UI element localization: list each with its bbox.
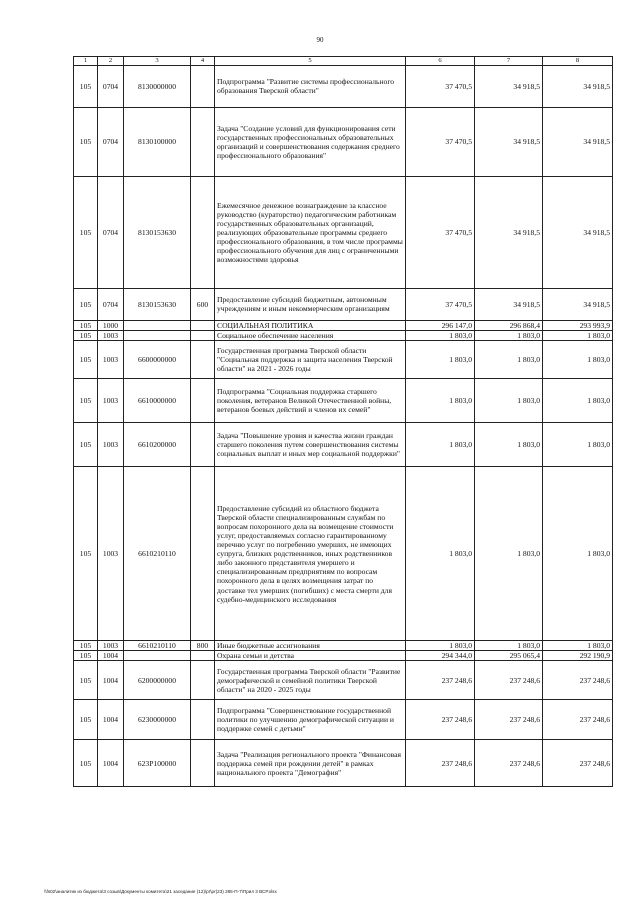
header-cell: 8 xyxy=(543,57,613,66)
description-cell: Ежемесячное денежное вознаграждение за классное руководство (кураторство) педагогическим работникам государственных образовательных организаций, реализующих образовательные программы среднего профессионального образования, в том числе программы профессионального обучения для лиц с ограниченными возможностями здоровья xyxy=(215,176,406,288)
admin-code-cell: 105 xyxy=(74,700,98,740)
expense-type-cell xyxy=(191,176,215,288)
expense-type-cell xyxy=(191,651,215,661)
amount-2024-cell: 1 803,0 xyxy=(475,641,543,651)
expense-type-cell: 800 xyxy=(191,641,215,651)
table-row xyxy=(74,641,613,651)
admin-code-cell: 105 xyxy=(74,379,98,423)
amount-2023-cell: 237 248,6 xyxy=(406,740,475,787)
section-code-cell: 1003 xyxy=(98,341,124,379)
amount-2023-cell: 37 470,5 xyxy=(406,65,475,107)
amount-2023-cell: 37 470,5 xyxy=(406,288,475,320)
target-article-cell: 6610210110 xyxy=(124,641,191,651)
description-cell: Государственная программа Тверской области "Социальная поддержка и защита населения Тверской области" на 2021 - 2026 годы xyxy=(215,341,406,379)
table-row xyxy=(74,700,613,740)
expense-type-cell xyxy=(191,107,215,176)
amount-2024-cell: 296 868,4 xyxy=(475,320,543,330)
section-code-cell: 1004 xyxy=(98,661,124,700)
expense-type-cell xyxy=(191,740,215,787)
amount-2025-cell: 34 918,5 xyxy=(543,65,613,107)
section-code-cell: 1004 xyxy=(98,651,124,661)
description-cell: Подпрограмма "Совершенствование государственной политики по улучшению демографической ситуации и поддержке семей с детьми" xyxy=(215,700,406,740)
amount-2023-cell: 1 803,0 xyxy=(406,467,475,641)
target-article-cell: 8130100000 xyxy=(124,107,191,176)
section-code-cell: 1003 xyxy=(98,641,124,651)
target-article-cell: 6610200000 xyxy=(124,423,191,467)
table-row xyxy=(74,107,613,176)
amount-2024-cell: 1 803,0 xyxy=(475,341,543,379)
table-row xyxy=(74,176,613,288)
admin-code-cell: 105 xyxy=(74,107,98,176)
table-row xyxy=(74,320,613,330)
table-row xyxy=(74,740,613,787)
target-article-cell: 8130153630 xyxy=(124,176,191,288)
description-cell: СОЦИАЛЬНАЯ ПОЛИТИКА xyxy=(215,320,406,330)
amount-2024-cell: 1 803,0 xyxy=(475,379,543,423)
admin-code-cell: 105 xyxy=(74,423,98,467)
column-number-header-row xyxy=(74,57,613,66)
amount-2025-cell: 237 248,6 xyxy=(543,661,613,700)
amount-2025-cell: 1 803,0 xyxy=(543,467,613,641)
description-cell: Предоставление субсидий из областного бюджета Тверской области специализированным службам по вопросам похоронного дела на возмещение стоимости услуг, предоставляемых согласно гарантированному перечню услуг по погребению умерших, не имеющих супруга, близких родственников, иных родственников либо законного представителя умершего и специализированным предприятиям по вопросам похоронного дела в целях возмещения затрат по доставке тел умерших (погибших) с места смерти для судебно-медицинского исследования xyxy=(215,467,406,641)
amount-2023-cell: 1 803,0 xyxy=(406,341,475,379)
amount-2023-cell: 296 147,0 xyxy=(406,320,475,330)
section-code-cell: 1003 xyxy=(98,423,124,467)
admin-code-cell: 105 xyxy=(74,661,98,700)
amount-2025-cell: 1 803,0 xyxy=(543,331,613,341)
amount-2025-cell: 1 803,0 xyxy=(543,423,613,467)
admin-code-cell: 105 xyxy=(74,641,98,651)
target-article-cell: 8130153630 xyxy=(124,288,191,320)
description-cell: Охрана семьи и детства xyxy=(215,651,406,661)
section-code-cell: 1004 xyxy=(98,740,124,787)
header-cell: 6 xyxy=(406,57,475,66)
amount-2025-cell: 1 803,0 xyxy=(543,641,613,651)
amount-2024-cell: 237 248,6 xyxy=(475,661,543,700)
expense-type-cell xyxy=(191,423,215,467)
table-row xyxy=(74,341,613,379)
admin-code-cell: 105 xyxy=(74,341,98,379)
amount-2023-cell: 1 803,0 xyxy=(406,641,475,651)
target-article-cell: 6230000000 xyxy=(124,700,191,740)
amount-2024-cell: 295 065,4 xyxy=(475,651,543,661)
target-article-cell xyxy=(124,331,191,341)
table-row xyxy=(74,379,613,423)
admin-code-cell: 105 xyxy=(74,288,98,320)
admin-code-cell: 105 xyxy=(74,176,98,288)
admin-code-cell: 105 xyxy=(74,467,98,641)
target-article-cell: 6610000000 xyxy=(124,379,191,423)
admin-code-cell: 105 xyxy=(74,651,98,661)
amount-2023-cell: 237 248,6 xyxy=(406,700,475,740)
section-code-cell: 1003 xyxy=(98,331,124,341)
expense-type-cell xyxy=(191,341,215,379)
amount-2024-cell: 237 248,6 xyxy=(475,740,543,787)
header-cell: 7 xyxy=(475,57,543,66)
amount-2024-cell: 34 918,5 xyxy=(475,288,543,320)
section-code-cell: 1004 xyxy=(98,700,124,740)
target-article-cell: 623P100000 xyxy=(124,740,191,787)
amount-2023-cell: 237 248,6 xyxy=(406,661,475,700)
table-row xyxy=(74,65,613,107)
section-code-cell: 0704 xyxy=(98,65,124,107)
amount-2023-cell: 1 803,0 xyxy=(406,331,475,341)
target-article-cell: 6610210110 xyxy=(124,467,191,641)
amount-2025-cell: 292 190,9 xyxy=(543,651,613,661)
description-cell: Социальное обеспечение населения xyxy=(215,331,406,341)
section-code-cell: 0704 xyxy=(98,107,124,176)
amount-2024-cell: 1 803,0 xyxy=(475,331,543,341)
amount-2025-cell: 293 993,9 xyxy=(543,320,613,330)
admin-code-cell: 105 xyxy=(74,740,98,787)
target-article-cell: 8130000000 xyxy=(124,65,191,107)
amount-2023-cell: 294 344,0 xyxy=(406,651,475,661)
table-row xyxy=(74,331,613,341)
header-cell: 5 xyxy=(215,57,406,66)
amount-2025-cell: 34 918,5 xyxy=(543,107,613,176)
description-cell: Государственная программа Тверской области "Развитие демографической и семейной политики Тверской области" на 2020 - 2025 годы xyxy=(215,661,406,700)
description-cell: Иные бюджетные ассигнования xyxy=(215,641,406,651)
admin-code-cell: 105 xyxy=(74,65,98,107)
target-article-cell xyxy=(124,320,191,330)
header-cell: 1 xyxy=(74,57,98,66)
header-cell: 2 xyxy=(98,57,124,66)
description-cell: Подпрограмма "Развитие системы профессионального образования Тверской области" xyxy=(215,65,406,107)
section-code-cell: 1003 xyxy=(98,379,124,423)
amount-2024-cell: 237 248,6 xyxy=(475,700,543,740)
table-row xyxy=(74,467,613,641)
target-article-cell xyxy=(124,651,191,661)
file-path-footer: \\fs02\аналитик из бюджета\3 созыв\Документы комитета\21 заседание (12)\pr\pr(23) 285-П-7\Прил 3 ВСР.xlsx xyxy=(44,889,277,894)
budget-table xyxy=(73,56,613,787)
amount-2024-cell: 34 918,5 xyxy=(475,176,543,288)
description-cell: Задача "Повышение уровня и качества жизни граждан старшего поколения путем совершенствования системы социальных выплат и иных мер социальной поддержки" xyxy=(215,423,406,467)
amount-2025-cell: 237 248,6 xyxy=(543,740,613,787)
description-cell: Подпрограмма "Социальная поддержка старшего поколения, ветеранов Великой Отечественной войны, ветеранов боевых действий и членов их семей" xyxy=(215,379,406,423)
amount-2025-cell: 1 803,0 xyxy=(543,379,613,423)
amount-2023-cell: 37 470,5 xyxy=(406,176,475,288)
section-code-cell: 1003 xyxy=(98,467,124,641)
description-cell: Задача "Реализация регионального проекта "Финансовая поддержка семей при рождении детей" в рамках национального проекта "Демография" xyxy=(215,740,406,787)
amount-2024-cell: 34 918,5 xyxy=(475,65,543,107)
expense-type-cell xyxy=(191,320,215,330)
expense-type-cell: 600 xyxy=(191,288,215,320)
amount-2024-cell: 1 803,0 xyxy=(475,423,543,467)
amount-2023-cell: 1 803,0 xyxy=(406,423,475,467)
page-number: 90 xyxy=(316,36,324,44)
expense-type-cell xyxy=(191,467,215,641)
expense-type-cell xyxy=(191,331,215,341)
section-code-cell: 1000 xyxy=(98,320,124,330)
amount-2025-cell: 34 918,5 xyxy=(543,288,613,320)
target-article-cell: 6200000000 xyxy=(124,661,191,700)
section-code-cell: 0704 xyxy=(98,176,124,288)
table-row xyxy=(74,423,613,467)
amount-2023-cell: 1 803,0 xyxy=(406,379,475,423)
description-cell: Предоставление субсидий бюджетным, автономным учреждениям и иным некоммерческим организациям xyxy=(215,288,406,320)
amount-2024-cell: 1 803,0 xyxy=(475,467,543,641)
expense-type-cell xyxy=(191,661,215,700)
table-row xyxy=(74,661,613,700)
amount-2025-cell: 1 803,0 xyxy=(543,341,613,379)
admin-code-cell: 105 xyxy=(74,320,98,330)
amount-2025-cell: 34 918,5 xyxy=(543,176,613,288)
table-row xyxy=(74,288,613,320)
expense-type-cell xyxy=(191,65,215,107)
description-cell: Задача "Создание условий для функционирования сети государственных профессиональных образовательных организаций и совершенствования содержания среднего профессионального образования" xyxy=(215,107,406,176)
admin-code-cell: 105 xyxy=(74,331,98,341)
amount-2024-cell: 34 918,5 xyxy=(475,107,543,176)
header-cell: 4 xyxy=(191,57,215,66)
amount-2025-cell: 237 248,6 xyxy=(543,700,613,740)
section-code-cell: 0704 xyxy=(98,288,124,320)
target-article-cell: 6600000000 xyxy=(124,341,191,379)
header-cell: 3 xyxy=(124,57,191,66)
amount-2023-cell: 37 470,5 xyxy=(406,107,475,176)
expense-type-cell xyxy=(191,700,215,740)
expense-type-cell xyxy=(191,379,215,423)
table-row xyxy=(74,651,613,661)
